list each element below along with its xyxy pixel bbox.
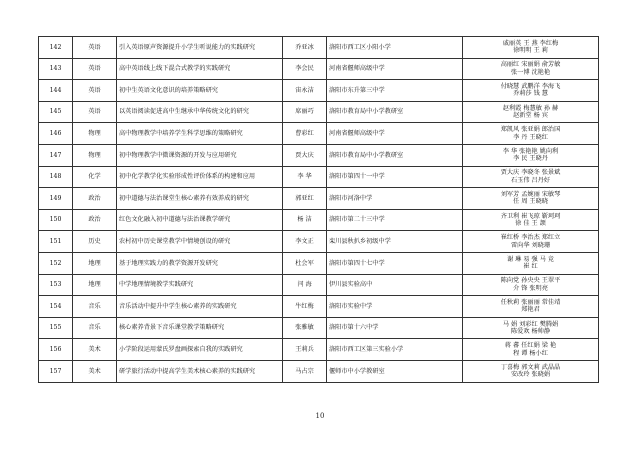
- row-subject: 英语: [73, 58, 117, 80]
- row-members: 戚丽英 王 燕 李红梅 徐明明 王 莉: [463, 37, 599, 59]
- table-row: [39, 296, 599, 318]
- row-leader: 马占宗: [283, 360, 327, 382]
- row-leader: 乔亚冰: [283, 37, 327, 59]
- row-leader: 牛红梅: [283, 296, 327, 318]
- row-members: 郑凯风 张亚娟 郎治国 李 丹 王晓红: [463, 123, 599, 145]
- table-row: [39, 58, 599, 80]
- row-title: 初中物理教学中微课资源的开发与应用研究: [117, 144, 283, 166]
- row-number: 143: [39, 58, 73, 80]
- row-unit: 栾川县秋扒乡初级中学: [327, 231, 463, 253]
- row-leader: 郭亚红: [283, 188, 327, 210]
- row-members: 任秋莉 张丽丽 常佳靖 郑艳君: [463, 296, 599, 318]
- row-title: 红色文化融入初中道德与法治课教学研究: [117, 209, 283, 231]
- table-row: [39, 101, 599, 123]
- row-title: 初中生英语文化意识的培养策略研究: [117, 80, 283, 102]
- row-subject: 美术: [73, 360, 117, 382]
- row-number: 144: [39, 80, 73, 102]
- row-number: 148: [39, 166, 73, 188]
- table-row: [39, 360, 599, 382]
- row-number: 149: [39, 188, 73, 210]
- row-leader: 张雅敏: [283, 317, 327, 339]
- row-subject: 美术: [73, 339, 117, 361]
- row-title: 初中道德与法治课堂生核心素养有效养成的研究: [117, 188, 283, 210]
- row-number: 155: [39, 317, 73, 339]
- row-members: 齐卫利 崔飞琼 靳珂珂 徐 佳 王 颉: [463, 209, 599, 231]
- row-members: 高丽红 宋丽娟 俞芳敏 张一博 沈艳艳: [463, 58, 599, 80]
- row-title: 农村初中历史课堂教学中情境创设的研究: [117, 231, 283, 253]
- row-unit: 洛阳市教育局中小学教研室: [327, 101, 463, 123]
- row-subject: 历史: [73, 231, 117, 253]
- row-leader: 席丽巧: [283, 101, 327, 123]
- row-title: 高中英语线上线下混合式教学的实践研究: [117, 58, 283, 80]
- row-leader: 闫 海: [283, 274, 327, 296]
- row-unit: 洛阳市第四十一中学: [327, 166, 463, 188]
- row-number: 151: [39, 231, 73, 253]
- page-number: 10: [315, 412, 325, 420]
- table-row: [39, 80, 599, 102]
- row-title: 高中物理教学中培养学生科学思维的策略研究: [117, 123, 283, 145]
- row-leader: 杜会军: [283, 252, 327, 274]
- row-unit: 洛阳市实验中学: [327, 296, 463, 318]
- row-title: 初中化学教学化实验形成性评价体系的构建和应用: [117, 166, 283, 188]
- table-row: [39, 123, 599, 145]
- row-title: 音乐活动中提升中学生核心素养的实践研究: [117, 296, 283, 318]
- row-unit: 洛阳市东升第三中学: [327, 80, 463, 102]
- row-unit: 洛阳市西工区小阳小学: [327, 37, 463, 59]
- row-unit: 伊川县实验高中: [327, 274, 463, 296]
- row-number: 142: [39, 37, 73, 59]
- row-number: 156: [39, 339, 73, 361]
- row-members: 崔红桥 李治杰 郑红立 雷向华 刘晓珊: [463, 231, 599, 253]
- row-subject: 政治: [73, 188, 117, 210]
- row-title: 小学阶段运用蒙氏罗盘画探索自我的实践研究: [117, 339, 283, 361]
- row-title: 引入英语原声资源提升小学生听说能力的实践研究: [117, 37, 283, 59]
- row-number: 154: [39, 296, 73, 318]
- row-title: 核心素养背景下音乐课堂教学策略研究: [117, 317, 283, 339]
- row-title: 以英语阅读促进高中生继承中华传统文化的研究: [117, 101, 283, 123]
- row-members: 贾大庆 李晓冬 张景斌 石玉伟 吕丹好: [463, 166, 599, 188]
- row-members: 赵利霞 梅慧敏 孙 赫 赵新堂 杨 宾: [463, 101, 599, 123]
- row-unit: 洛阳市教育局中小学教研室: [327, 144, 463, 166]
- table-row: [39, 166, 599, 188]
- row-subject: 物理: [73, 144, 117, 166]
- row-subject: 政治: [73, 209, 117, 231]
- row-subject: 英语: [73, 80, 117, 102]
- row-subject: 英语: [73, 101, 117, 123]
- row-title: 基于地理实践力的教学资源开发研究: [117, 252, 283, 274]
- row-subject: 地理: [73, 274, 117, 296]
- row-members: 刘军芳 孟婉丽 宋敏琴 任 周 王晓晓: [463, 188, 599, 210]
- row-number: 145: [39, 101, 73, 123]
- row-unit: 洛阳市第四十七中学: [327, 252, 463, 274]
- row-subject: 物理: [73, 123, 117, 145]
- table-row: [39, 317, 599, 339]
- row-number: 153: [39, 274, 73, 296]
- table-row: [39, 209, 599, 231]
- row-subject: 音乐: [73, 296, 117, 318]
- row-unit: 洛阳市河洛中学: [327, 188, 463, 210]
- row-members: 付晓慧 武鹏洋 李海飞 乔莉莎 钱 慧: [463, 80, 599, 102]
- row-subject: 地理: [73, 252, 117, 274]
- row-number: 147: [39, 144, 73, 166]
- table-row: [39, 144, 599, 166]
- project-table-body: [39, 37, 599, 383]
- row-number: 152: [39, 252, 73, 274]
- row-unit: 偃师市中小学教研室: [327, 360, 463, 382]
- table-row: [39, 339, 599, 361]
- row-members: 蒋 蕃 任红娟 梁 艳 程 谭 杨小红: [463, 339, 599, 361]
- row-number: 150: [39, 209, 73, 231]
- project-table: [38, 36, 599, 383]
- row-unit: 河南省偃师高级中学: [327, 123, 463, 145]
- table-row: [39, 188, 599, 210]
- row-number: 157: [39, 360, 73, 382]
- row-members: 谢 琳 易 强 马 竞 崔 红: [463, 252, 599, 274]
- row-members: 丁喜梅 郭文莉 武晶晶 安改玲 张晓娟: [463, 360, 599, 382]
- row-subject: 音乐: [73, 317, 117, 339]
- row-leader: 李会民: [283, 58, 327, 80]
- row-unit: 洛阳市西工区第三实验小学: [327, 339, 463, 361]
- row-leader: 李 华: [283, 166, 327, 188]
- table-row: [39, 231, 599, 253]
- table-row: [39, 252, 599, 274]
- row-leader: 曹彩红: [283, 123, 327, 145]
- row-title: 中学地理情境教学实践研究: [117, 274, 283, 296]
- row-members: 李 华 张艳艳 姚向利 李 民 王晓丹: [463, 144, 599, 166]
- row-leader: 王莉兵: [283, 339, 327, 361]
- row-subject: 英语: [73, 37, 117, 59]
- table-row: [39, 274, 599, 296]
- row-members: 陈向党 孙央央 王翠平 介 锋 张明亮: [463, 274, 599, 296]
- row-subject: 化学: [73, 166, 117, 188]
- row-leader: 李文正: [283, 231, 327, 253]
- row-unit: 河南省偃师高级中学: [327, 58, 463, 80]
- row-unit: 洛阳市第十六中学: [327, 317, 463, 339]
- row-leader: 宙永洁: [283, 80, 327, 102]
- row-number: 146: [39, 123, 73, 145]
- row-title: 研学旅行活动中提高学生美术核心素养的实践研究: [117, 360, 283, 382]
- row-leader: 杨 洁: [283, 209, 327, 231]
- row-unit: 洛阳市第二十三中学: [327, 209, 463, 231]
- table-row: [39, 37, 599, 59]
- row-members: 马 娟 刘彩红 樊腾娟 陈爱欢 杨帅静: [463, 317, 599, 339]
- row-leader: 贾大庆: [283, 144, 327, 166]
